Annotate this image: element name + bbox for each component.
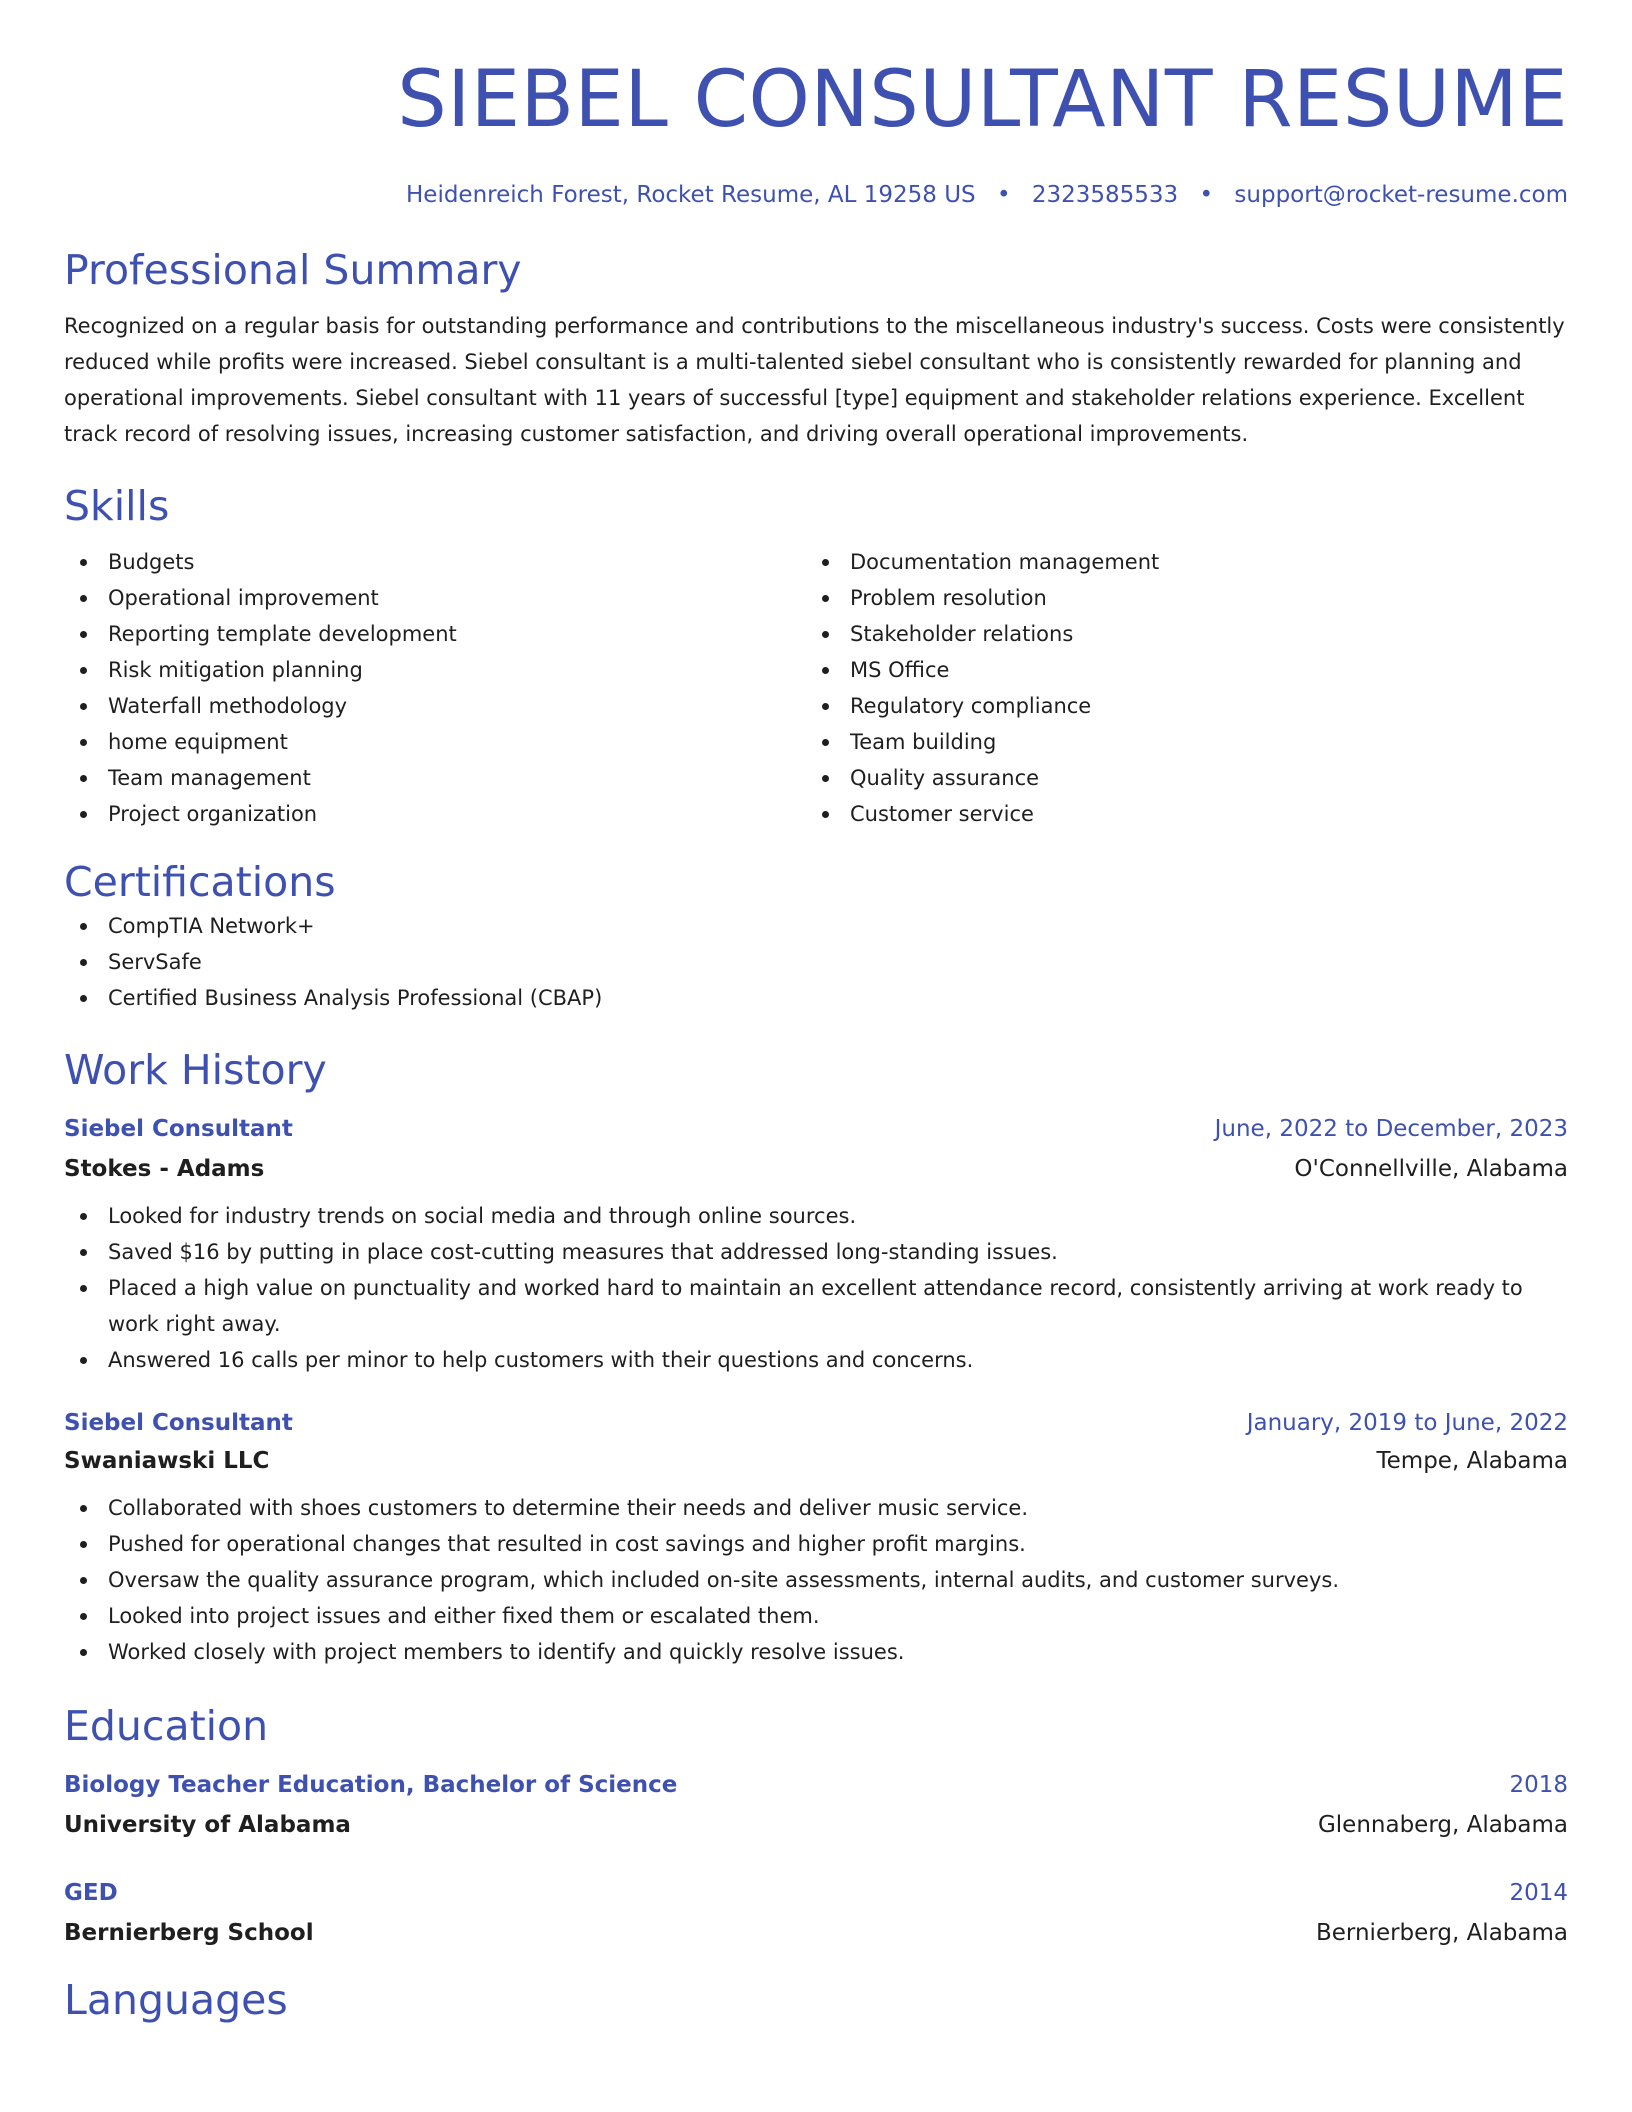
job-title-row bbox=[64, 1408, 1568, 1438]
education-school-row bbox=[64, 1810, 1568, 1840]
summary-text: Recognized on a regular basis for outstanding performance and contributions to the miscellaneous industry's success. Costs were consistently reduced while profits were increased. Siebel consultant is a multi-talented siebel consultant who is consistently rewarded for planning and operational improvements. Siebel consultant with 11 years of successful [type] equipment and stakeholder relations experience. Excellent track record of resolving issues, increasing customer satisfaction, and driving overall operational improvements. bbox=[64, 314, 1565, 446]
bullet-icon bbox=[80, 1613, 87, 1620]
contact-separator: • bbox=[996, 182, 1011, 208]
skill-item bbox=[806, 796, 1548, 832]
skills-column-left bbox=[64, 544, 806, 832]
certification-label: ServSafe bbox=[108, 950, 202, 974]
skill-label: Reporting template development bbox=[108, 622, 457, 646]
bullet-icon bbox=[80, 1213, 87, 1220]
contact-separator: • bbox=[1199, 182, 1214, 208]
education-entry bbox=[64, 1770, 1568, 1840]
bullet-icon bbox=[822, 811, 829, 818]
bullet-icon bbox=[822, 631, 829, 638]
duty-text: Answered 16 calls per minor to help customers with their questions and concerns. bbox=[108, 1348, 974, 1372]
skill-label: home equipment bbox=[108, 730, 288, 754]
education-degree-row bbox=[64, 1878, 1568, 1908]
job-company-row bbox=[64, 1154, 1568, 1184]
bullet-icon bbox=[80, 923, 87, 930]
job-duty bbox=[64, 1270, 1568, 1342]
bullet-icon bbox=[80, 959, 87, 966]
skills-heading: Skills bbox=[64, 482, 170, 530]
education-heading: Education bbox=[64, 1702, 269, 1750]
contact-line bbox=[64, 180, 1568, 210]
bullet-icon bbox=[80, 811, 87, 818]
skill-label: Team management bbox=[108, 766, 311, 790]
bullet-icon bbox=[822, 559, 829, 566]
job-role: Siebel Consultant bbox=[64, 1410, 293, 1436]
certification-item bbox=[64, 980, 1568, 1016]
bullet-icon bbox=[80, 775, 87, 782]
job-location: Tempe, Alabama bbox=[1376, 1448, 1568, 1474]
skill-item bbox=[806, 616, 1548, 652]
job-duty bbox=[64, 1342, 1568, 1378]
bullet-icon bbox=[822, 595, 829, 602]
job-title-row bbox=[64, 1114, 1568, 1144]
skill-label: Waterfall methodology bbox=[108, 694, 348, 718]
bullet-icon bbox=[80, 1649, 87, 1656]
education-school-row bbox=[64, 1918, 1568, 1948]
skill-label: Regulatory compliance bbox=[850, 694, 1092, 718]
education-year: 2014 bbox=[1509, 1880, 1568, 1906]
bullet-icon bbox=[80, 667, 87, 674]
certifications-list bbox=[64, 908, 1568, 1016]
skill-label: Documentation management bbox=[850, 550, 1160, 574]
contact-email: support@rocket-resume.com bbox=[1234, 182, 1568, 208]
job-company: Swaniawski LLC bbox=[64, 1448, 270, 1474]
job-entry bbox=[64, 1114, 1568, 1378]
bullet-icon bbox=[80, 595, 87, 602]
skill-item bbox=[806, 760, 1548, 796]
skill-label: Customer service bbox=[850, 802, 1034, 826]
duty-text: Oversaw the quality assurance program, which included on-site assessments, internal audits, and customer surveys. bbox=[108, 1568, 1340, 1592]
contact-phone: 2323585533 bbox=[1031, 182, 1179, 208]
skill-label: Risk mitigation planning bbox=[108, 658, 363, 682]
skill-item bbox=[806, 652, 1548, 688]
education-year: 2018 bbox=[1509, 1772, 1568, 1798]
skill-item bbox=[806, 724, 1548, 760]
job-duties bbox=[64, 1490, 1568, 1670]
certification-label: Certified Business Analysis Professional (CBAP) bbox=[108, 986, 603, 1010]
bullet-icon bbox=[80, 1541, 87, 1548]
bullet-icon bbox=[80, 1285, 87, 1292]
certifications-heading: Certifications bbox=[64, 858, 336, 906]
skill-item bbox=[64, 580, 806, 616]
skill-label: Team building bbox=[850, 730, 997, 754]
bullet-icon bbox=[80, 995, 87, 1002]
job-duty bbox=[64, 1490, 1568, 1526]
skill-item bbox=[64, 652, 806, 688]
duty-text: Looked into project issues and either fixed them or escalated them. bbox=[108, 1604, 820, 1628]
languages-heading: Languages bbox=[64, 1976, 288, 2024]
resume-title: SIEBEL CONSULTANT RESUME bbox=[397, 55, 1568, 145]
duty-text: Saved $16 by putting in place cost-cutting measures that addressed long-standing issues. bbox=[108, 1240, 1058, 1264]
job-location: O'Connellville, Alabama bbox=[1294, 1156, 1568, 1182]
bullet-icon bbox=[822, 703, 829, 710]
certification-label: CompTIA Network+ bbox=[108, 914, 315, 938]
skill-label: Budgets bbox=[108, 550, 195, 574]
education-entry bbox=[64, 1878, 1568, 1948]
education-school: Bernierberg School bbox=[64, 1920, 314, 1946]
skill-label: MS Office bbox=[850, 658, 950, 682]
summary-heading: Professional Summary bbox=[64, 246, 522, 294]
education-degree: GED bbox=[64, 1880, 118, 1906]
skill-item bbox=[64, 796, 806, 832]
education-degree: Biology Teacher Education, Bachelor of Science bbox=[64, 1772, 678, 1798]
job-dates: January, 2019 to June, 2022 bbox=[1246, 1410, 1568, 1436]
skill-item bbox=[64, 688, 806, 724]
job-duty bbox=[64, 1562, 1568, 1598]
certification-item bbox=[64, 908, 1568, 944]
skill-item bbox=[806, 688, 1548, 724]
bullet-icon bbox=[822, 667, 829, 674]
job-role: Siebel Consultant bbox=[64, 1116, 293, 1142]
bullet-icon bbox=[80, 739, 87, 746]
bullet-icon bbox=[80, 1505, 87, 1512]
skills-column-right bbox=[806, 544, 1548, 832]
job-duty bbox=[64, 1198, 1568, 1234]
education-school: University of Alabama bbox=[64, 1812, 351, 1838]
duty-text: Pushed for operational changes that resulted in cost savings and higher profit margins. bbox=[108, 1532, 1026, 1556]
duty-text: Worked closely with project members to identify and quickly resolve issues. bbox=[108, 1640, 905, 1664]
education-location: Bernierberg, Alabama bbox=[1316, 1920, 1568, 1946]
duty-text: Looked for industry trends on social media and through online sources. bbox=[108, 1204, 857, 1228]
skills-grid bbox=[64, 544, 1568, 832]
job-entry bbox=[64, 1408, 1568, 1670]
job-dates: June, 2022 to December, 2023 bbox=[1214, 1116, 1568, 1142]
contact-address: Heidenreich Forest, Rocket Resume, AL 19258 US bbox=[406, 182, 976, 208]
job-duties bbox=[64, 1198, 1568, 1378]
skill-item bbox=[806, 580, 1548, 616]
duty-text: Collaborated with shoes customers to determine their needs and deliver music service. bbox=[108, 1496, 1029, 1520]
duty-text: Placed a high value on punctuality and worked hard to maintain an excellent attendance record, consistently arriving at work ready to work right away. bbox=[108, 1276, 1523, 1336]
education-degree-row bbox=[64, 1770, 1568, 1800]
skill-item bbox=[64, 760, 806, 796]
bullet-icon bbox=[80, 559, 87, 566]
certification-item bbox=[64, 944, 1568, 980]
skill-item bbox=[64, 724, 806, 760]
bullet-icon bbox=[80, 703, 87, 710]
job-company: Stokes - Adams bbox=[64, 1156, 265, 1182]
education-location: Glennaberg, Alabama bbox=[1317, 1812, 1568, 1838]
skill-label: Project organization bbox=[108, 802, 318, 826]
skill-item bbox=[806, 544, 1548, 580]
job-duty bbox=[64, 1634, 1568, 1670]
bullet-icon bbox=[822, 775, 829, 782]
job-duty bbox=[64, 1598, 1568, 1634]
bullet-icon bbox=[80, 1249, 87, 1256]
skill-label: Stakeholder relations bbox=[850, 622, 1074, 646]
work-history-heading: Work History bbox=[64, 1046, 327, 1094]
bullet-icon bbox=[80, 1357, 87, 1364]
skill-label: Problem resolution bbox=[850, 586, 1047, 610]
bullet-icon bbox=[822, 739, 829, 746]
bullet-icon bbox=[80, 1577, 87, 1584]
skill-item bbox=[64, 544, 806, 580]
resume-header bbox=[64, 0, 1568, 210]
skill-label: Operational improvement bbox=[108, 586, 379, 610]
job-company-row bbox=[64, 1446, 1568, 1476]
skill-label: Quality assurance bbox=[850, 766, 1040, 790]
job-duty bbox=[64, 1234, 1568, 1270]
skill-item bbox=[64, 616, 806, 652]
job-duty bbox=[64, 1526, 1568, 1562]
bullet-icon bbox=[80, 631, 87, 638]
